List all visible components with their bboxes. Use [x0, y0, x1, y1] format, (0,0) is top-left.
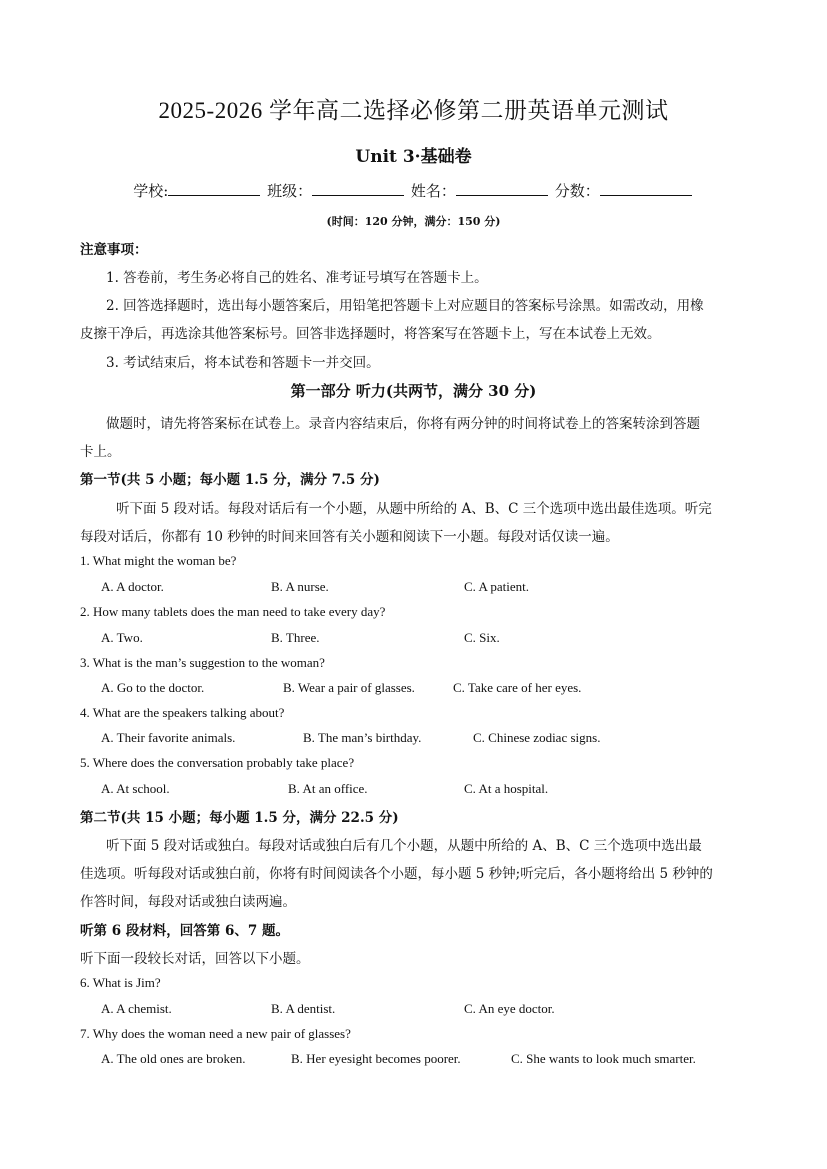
score-blank[interactable] — [600, 181, 692, 196]
notice-heading: 注意事项： — [80, 242, 148, 258]
option-c[interactable]: C. An eye doctor. — [464, 1001, 555, 1016]
section2-instructions: 佳选项。听每段对话或独白前，你将有时间阅读各个小题，每小题 5 秒钟;听完后，各小题将给出 5 秒钟的 — [80, 866, 713, 882]
score-label: 分数： — [554, 182, 600, 200]
page-title: 2025-2026 学年高二选择必修第二册英语单元测试 — [158, 98, 669, 123]
option-a[interactable]: A. Their favorite animals. — [101, 730, 236, 745]
option-b[interactable]: B. Wear a pair of glasses. — [283, 680, 415, 695]
question-stem: 7. Why does the woman need a new pair of glasses? — [80, 1026, 351, 1041]
option-a[interactable]: A. Go to the doctor. — [101, 680, 205, 695]
section1-title: 第一节(共 5 小题；每小题 1.5 分，满分 7.5 分) — [80, 472, 380, 488]
option-b[interactable]: B. At an office. — [288, 781, 368, 796]
option-c[interactable]: C. Six. — [464, 630, 500, 645]
page-subtitle: Unit 3·基础卷 — [355, 147, 472, 167]
material-intro: 听下面一段较长对话，回答以下小题。 — [80, 951, 310, 967]
question-stem: 2. How many tablets does the man need to take every day? — [80, 604, 386, 619]
option-a[interactable]: A. A doctor. — [101, 579, 164, 594]
option-b[interactable]: B. A nurse. — [271, 579, 329, 594]
option-c[interactable]: C. Chinese zodiac signs. — [473, 730, 601, 745]
part1-title: 第一部分 听力(共两节，满分 30 分) — [290, 382, 537, 400]
section1-instructions: 每段对话后，你都有 10 秒钟的时间来回答有关小题和阅读下一小题。每段对话仅读一遍。 — [80, 529, 619, 545]
option-a[interactable]: A. A chemist. — [101, 1001, 172, 1016]
option-c[interactable]: C. A patient. — [464, 579, 529, 594]
question-stem: 6. What is Jim? — [80, 975, 161, 990]
notice-item: 皮擦干净后，再选涂其他答案标号。回答非选择题时，将答案写在答题卡上，写在本试卷上无效。 — [80, 326, 661, 342]
option-c[interactable]: C. She wants to look much smarter. — [511, 1051, 696, 1066]
question-stem: 5. Where does the conversation probably take place? — [80, 755, 355, 770]
question-stem: 1. What might the woman be? — [80, 553, 237, 568]
time-info: (时间：120 分钟，满分：150 分) — [326, 215, 501, 228]
option-b[interactable]: B. Her eyesight becomes poorer. — [291, 1051, 461, 1066]
option-a[interactable]: A. Two. — [101, 630, 143, 645]
option-b[interactable]: B. A dentist. — [271, 1001, 336, 1016]
class-blank[interactable] — [312, 181, 404, 196]
name-blank[interactable] — [456, 181, 548, 196]
name-label: 姓名： — [410, 182, 456, 200]
class-label: 班级： — [267, 182, 313, 200]
notice-item: 3. 考试结束后，将本试卷和答题卡一并交回。 — [106, 355, 380, 371]
option-c[interactable]: C. Take care of her eyes. — [453, 680, 582, 695]
part1-intro: 卡上。 — [80, 444, 121, 460]
part1-intro: 做题时，请先将答案标在试卷上。录音内容结束后，你将有两分钟的时间将试卷上的答案转涂到答题 — [106, 416, 700, 432]
student-info-fields — [0, 180, 827, 201]
notice-item: 2. 回答选择题时，选出每小题答案后，用铅笔把答题卡上对应题目的答案标号涂黑。如需改动，用橡 — [106, 298, 704, 314]
question-stem: 3. What is the man’s suggestion to the woman? — [80, 655, 325, 670]
section2-title: 第二节(共 15 小题；每小题 1.5 分，满分 22.5 分) — [80, 810, 399, 826]
option-a[interactable]: A. The old ones are broken. — [101, 1051, 246, 1066]
school-blank[interactable] — [168, 181, 260, 196]
option-b[interactable]: B. The man’s birthday. — [303, 730, 422, 745]
question-stem: 4. What are the speakers talking about? — [80, 705, 285, 720]
option-a[interactable]: A. At school. — [101, 781, 170, 796]
notice-item: 1. 答卷前，考生务必将自己的姓名、准考证号填写在答题卡上。 — [106, 270, 488, 286]
section1-instructions: 听下面 5 段对话。每段对话后有一个小题，从题中所给的 A、B、C 三个选项中选出最佳选项。听完 — [116, 501, 712, 517]
school-label: 学校: — [133, 182, 169, 200]
option-c[interactable]: C. At a hospital. — [464, 781, 549, 796]
section2-instructions: 听下面 5 段对话或独白。每段对话或独白后有几个小题，从题中所给的 A、B、C 三个选项中选出最 — [106, 838, 702, 854]
material-heading: 听第 6 段材料，回答第 6、7 题。 — [80, 923, 289, 939]
option-b[interactable]: B. Three. — [271, 630, 320, 645]
section2-instructions: 作答时间，每段对话或独白读两遍。 — [80, 894, 296, 910]
